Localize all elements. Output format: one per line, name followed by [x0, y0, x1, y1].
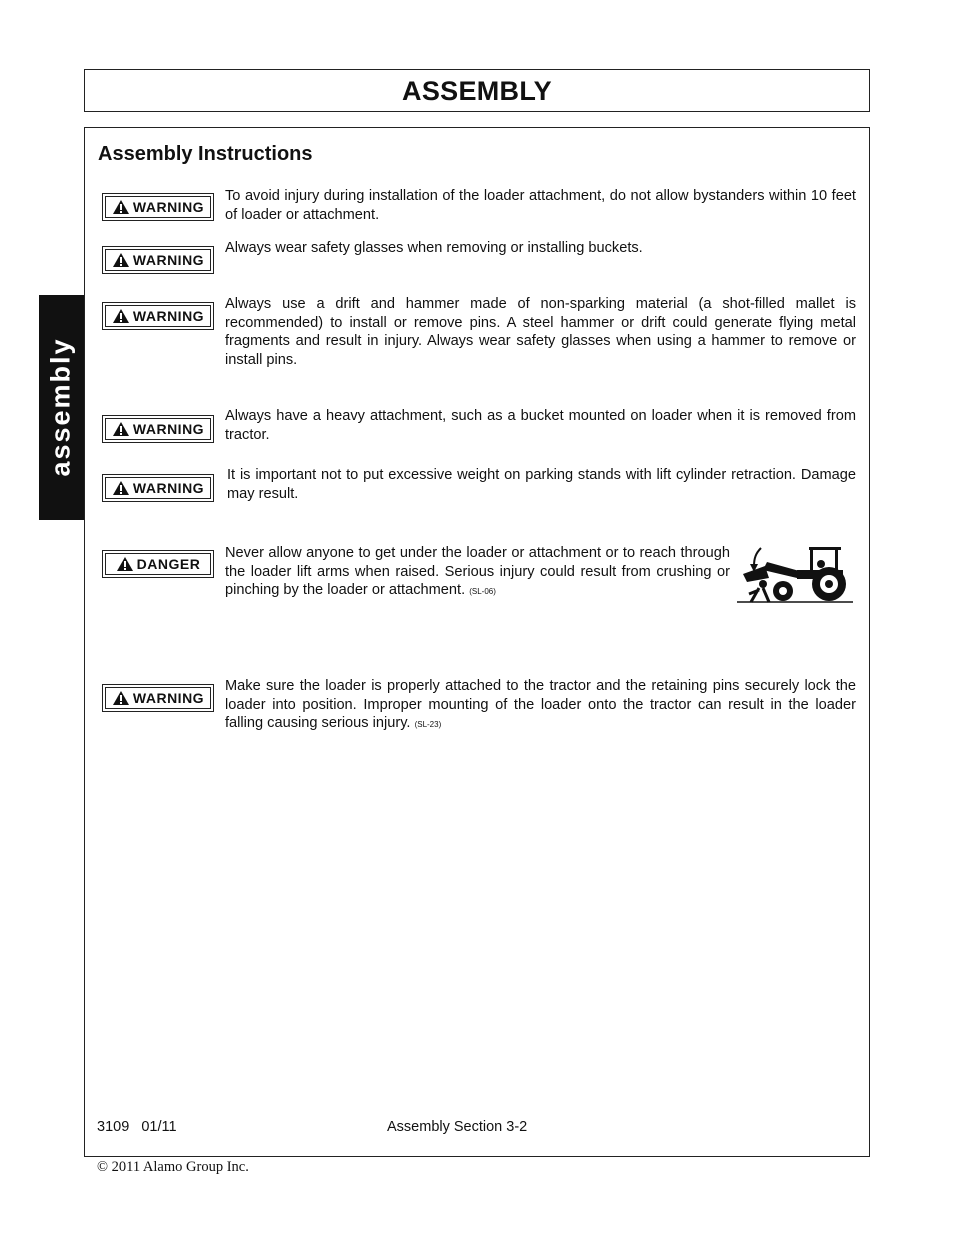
content-box	[84, 127, 870, 1157]
notice-text: Always have a heavy attachment, such as a bucket mounted on loader when it is removed from tractor.	[225, 408, 856, 443]
badge-label: WARNING	[132, 308, 205, 324]
badge-label: WARNING	[132, 421, 205, 437]
warning-triangle-icon	[112, 690, 130, 706]
notice-text: Make sure the loader is properly attached to the tractor and the retaining pins securely lock the loader into position. Improper mounting of the loader onto the tractor can result in the loader falling causing serious injury. (SL-23)	[225, 678, 856, 732]
notice-text: Never allow anyone to get under the loader or attachment or to reach through the loader lift arms when raised. Serious injury could result from crushing or pinching by the loader or attachment. (SL-06)	[225, 545, 730, 599]
warning-triangle-icon	[112, 199, 130, 215]
badge-label: WARNING	[132, 199, 205, 215]
warning-badge	[102, 302, 214, 330]
warning-triangle-icon	[112, 421, 130, 437]
side-tab	[39, 295, 84, 520]
warning-triangle-icon	[116, 556, 134, 572]
page-header	[84, 69, 870, 112]
copyright: © 2011 Alamo Group Inc.	[97, 1159, 249, 1175]
section-title: Assembly Instructions	[98, 143, 313, 165]
warning-badge	[102, 415, 214, 443]
warning-badge	[102, 474, 214, 502]
warning-triangle-icon	[112, 252, 130, 268]
notice-text: Always use a drift and hammer made of non-sparking material (a shot-filled mallet is recommended) to install or remove pins. A steel hammer or drift could generate flying metal fragments and result in injury. Always wear safety glasses when using a hammer to remove or install pins.	[225, 296, 856, 368]
reference-code: (SL-06)	[469, 587, 496, 597]
badge-label: WARNING	[132, 252, 205, 268]
notice-text: Always wear safety glasses when removing or installing buckets.	[225, 240, 643, 256]
warning-badge	[102, 684, 214, 712]
loader-crush-hazard-icon	[737, 544, 855, 606]
warning-badge	[102, 193, 214, 221]
page-section-label: Assembly Section 3-2	[387, 1119, 528, 1135]
doc-number: 3109 01/11	[97, 1119, 177, 1135]
badge-label: WARNING	[132, 480, 205, 496]
badge-label: WARNING	[132, 690, 205, 706]
notice-text: To avoid injury during installation of the loader attachment, do not allow bystanders within 10 feet of loader or attachment.	[225, 188, 856, 223]
danger-badge	[102, 550, 214, 578]
reference-code: (SL-23)	[414, 720, 442, 730]
header-title: ASSEMBLY	[402, 76, 552, 106]
warning-triangle-icon	[112, 308, 130, 324]
warning-badge	[102, 246, 214, 274]
notice-text: It is important not to put excessive weight on parking stands with lift cylinder retraction. Damage may result.	[227, 467, 856, 502]
side-tab-label: assembly	[45, 337, 76, 477]
badge-label: DANGER	[136, 556, 201, 572]
warning-triangle-icon	[112, 480, 130, 496]
